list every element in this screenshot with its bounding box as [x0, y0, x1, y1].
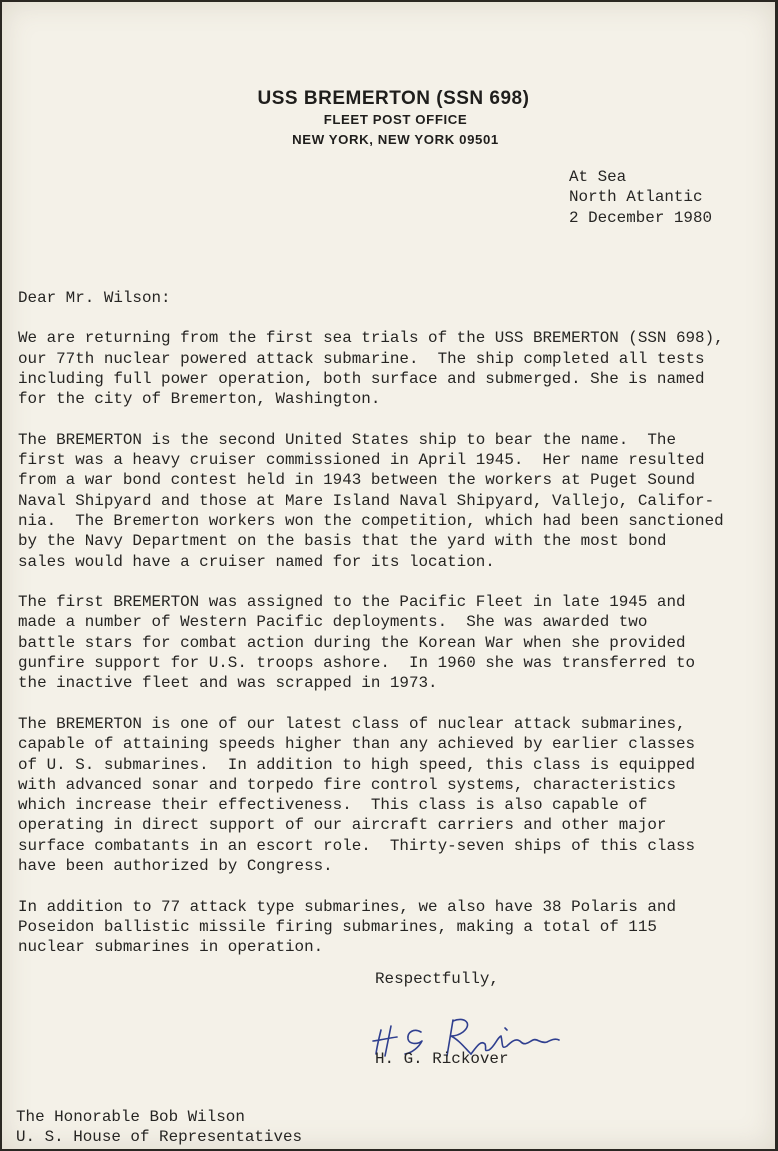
text-line: capable of attaining speeds higher than any achieved by earlier classes	[18, 735, 696, 754]
text-line: including full power operation, both surface and submerged. She is named	[18, 369, 705, 388]
paragraph-2	[18, 430, 774, 572]
paragraph-3	[18, 592, 774, 693]
text-line: We are returning from the first sea trials of the USS BREMERTON (SSN 698),	[18, 329, 724, 348]
letterhead-title: USS BREMERTON (SSN 698)	[257, 88, 530, 109]
text-line: our 77th nuclear powered attack submarine. The ship completed all tests	[18, 349, 705, 368]
text-line: The BREMERTON is the second United States ship to bear the name. The	[18, 430, 676, 449]
text-line: of U. S. submarines. In addition to high speed, this class is equipped	[18, 755, 696, 774]
text-line: for the city of Bremerton, Washington.	[18, 390, 381, 409]
salutation: Dear Mr. Wilson:	[18, 289, 171, 307]
closing: Respectfully,	[375, 970, 499, 988]
text-line: The first BREMERTON was assigned to the Pacific Fleet in late 1945 and	[18, 593, 686, 612]
text-line: In addition to 77 attack type submarines, we also have 38 Polaris and	[18, 897, 676, 916]
addressee-office: U. S. House of Representatives	[16, 1128, 303, 1147]
letterhead	[2, 88, 775, 150]
paragraph-1	[18, 328, 774, 409]
dateline-date: 2 December 1980	[569, 208, 713, 227]
text-line: first was a heavy cruiser commissioned in April 1945. Her name resulted	[18, 451, 705, 470]
text-line: The BREMERTON is one of our latest class of nuclear attack submarines,	[18, 714, 686, 733]
text-line: from a war bond contest held in 1943 between the workers at Puget Sound	[18, 471, 696, 490]
text-line: the inactive fleet and was scrapped in 1973.	[18, 674, 438, 693]
dateline-region: North Atlantic	[569, 188, 703, 207]
text-line: nia. The Bremerton workers won the competition, which had been sanctioned	[18, 511, 724, 530]
dateline	[569, 167, 712, 228]
letter-body	[18, 288, 774, 978]
letterhead-line-1: FLEET POST OFFICE	[323, 112, 468, 127]
addressee-name: The Honorable Bob Wilson	[16, 1108, 245, 1126]
text-line: operating in direct support of our aircraft carriers and other major	[18, 816, 667, 835]
text-line: have been authorized by Congress.	[18, 857, 333, 876]
dateline-location: At Sea	[569, 168, 627, 186]
text-line: with advanced sonar and torpedo fire control systems, characteristics	[18, 775, 676, 794]
text-line: sales would have a cruiser named for its location.	[18, 552, 495, 571]
signer-name: H. G. Rickover	[375, 1050, 509, 1068]
text-line: by the Navy Department on the basis that the yard with the most bond	[18, 532, 667, 551]
text-line: made a number of Western Pacific deployments. She was awarded two	[18, 613, 648, 632]
text-line: surface combatants in an escort role. Thirty-seven ships of this class	[18, 836, 696, 855]
paragraph-5	[18, 897, 774, 958]
letterhead-line-2: NEW YORK, NEW YORK 09501	[292, 132, 499, 147]
text-line: which increase their effectiveness. This class is also capable of	[18, 796, 648, 815]
text-line: Poseidon ballistic missile firing submarines, making a total of 115	[18, 917, 657, 936]
paragraph-4	[18, 714, 774, 876]
letter-page	[2, 2, 775, 1149]
text-line: nuclear submarines in operation.	[18, 938, 324, 957]
text-line: battle stars for combat action during the Korean War when she provided	[18, 633, 686, 652]
addressee-block	[16, 1107, 302, 1148]
text-line: gunfire support for U.S. troops ashore. In 1960 she was transferred to	[18, 654, 696, 673]
text-line: Naval Shipyard and those at Mare Island Naval Shipyard, Vallejo, Califor-	[18, 491, 715, 510]
